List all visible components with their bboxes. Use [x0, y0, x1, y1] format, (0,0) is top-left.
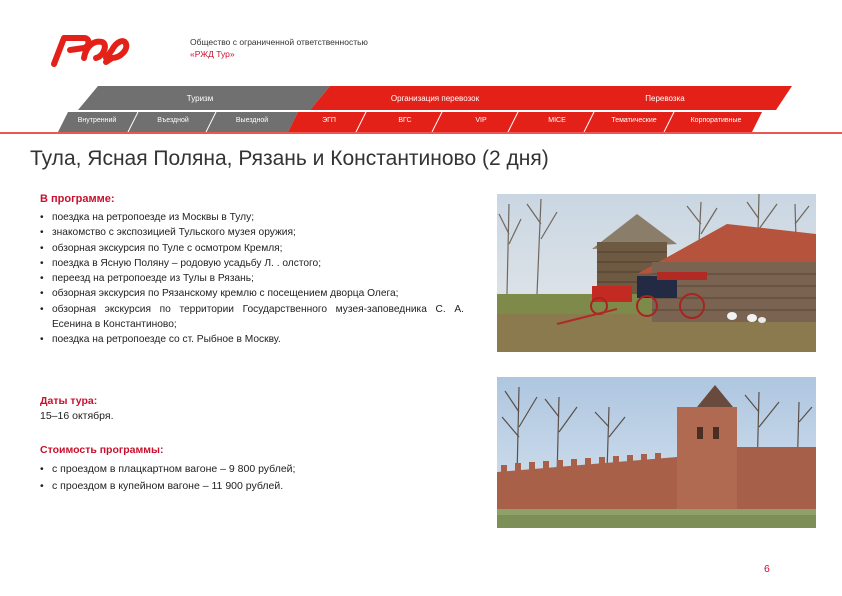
- photo-kremlin-wall: [497, 377, 816, 528]
- program-list: [40, 210, 464, 348]
- nav-sub-egp[interactable]: ЭГП: [322, 117, 336, 124]
- nav-category-transportation[interactable]: Перевозка: [645, 94, 685, 103]
- company-line-1: Общество с ограниченной ответственностью: [190, 37, 368, 47]
- price-heading: Стоимость программы:: [40, 444, 164, 456]
- program-item: • поездка на ретропоезде со ст. Рыбное в Москву.: [40, 332, 464, 347]
- price-item: • с проездом в купейном вагоне – 11 900 рублей.: [40, 478, 295, 495]
- price-list: [40, 461, 295, 495]
- price-item: • с проездом в плацкартном вагоне – 9 800 рублей;: [40, 461, 295, 478]
- nav-category-tourism[interactable]: Туризм: [186, 94, 214, 103]
- program-item: • знакомство с экспозицией Тульского музея оружия;: [40, 225, 464, 240]
- nav-sub-outbound[interactable]: Выездной: [235, 117, 269, 124]
- company-name: [190, 36, 368, 60]
- program-item: • поездка в Ясную Поляну – родовую усадьбу Л. . олстого;: [40, 256, 464, 271]
- page-number: 6: [764, 563, 770, 575]
- program-heading: В программе:: [40, 193, 115, 205]
- program-item: • переезд на ретропоезде из Тулы в Рязань;: [40, 271, 464, 286]
- nav-sub-vgs[interactable]: ВГС: [398, 117, 412, 124]
- nav-category-transport-organization[interactable]: Организация перевозок: [390, 94, 480, 103]
- nav-sub-vip[interactable]: VIP: [475, 117, 487, 124]
- photo-estate-barns: [497, 194, 816, 352]
- nav-sub-inbound[interactable]: Въездной: [157, 117, 189, 124]
- dates-heading: Даты тура:: [40, 395, 98, 407]
- program-item: • обзорная экскурсия по Туле с осмотром Кремля;: [40, 241, 464, 256]
- program-item: • обзорная экскурсия по Рязанскому кремлю с посещением дворца Олега;: [40, 286, 464, 301]
- company-line-2: «РЖД Тур»: [190, 49, 235, 59]
- dates-value: 15–16 октября.: [40, 410, 114, 422]
- nav-sub-domestic[interactable]: Внутренний: [77, 117, 117, 124]
- nav-sub-mice[interactable]: MICE: [548, 117, 566, 124]
- program-item: • обзорная экскурсия по территории Государственного музея-заповедника С. А. Есенина в Константиново;: [40, 302, 464, 333]
- nav-sub-corporate[interactable]: Корпоративные: [690, 117, 742, 124]
- rzd-logo: [50, 28, 130, 68]
- page-title: Тула, Ясная Поляна, Рязань и Константиново (2 дня): [30, 147, 549, 170]
- nav-sub-thematic[interactable]: Тематические: [611, 117, 657, 124]
- program-item: • поездка на ретропоезде из Москвы в Тулу;: [40, 210, 464, 225]
